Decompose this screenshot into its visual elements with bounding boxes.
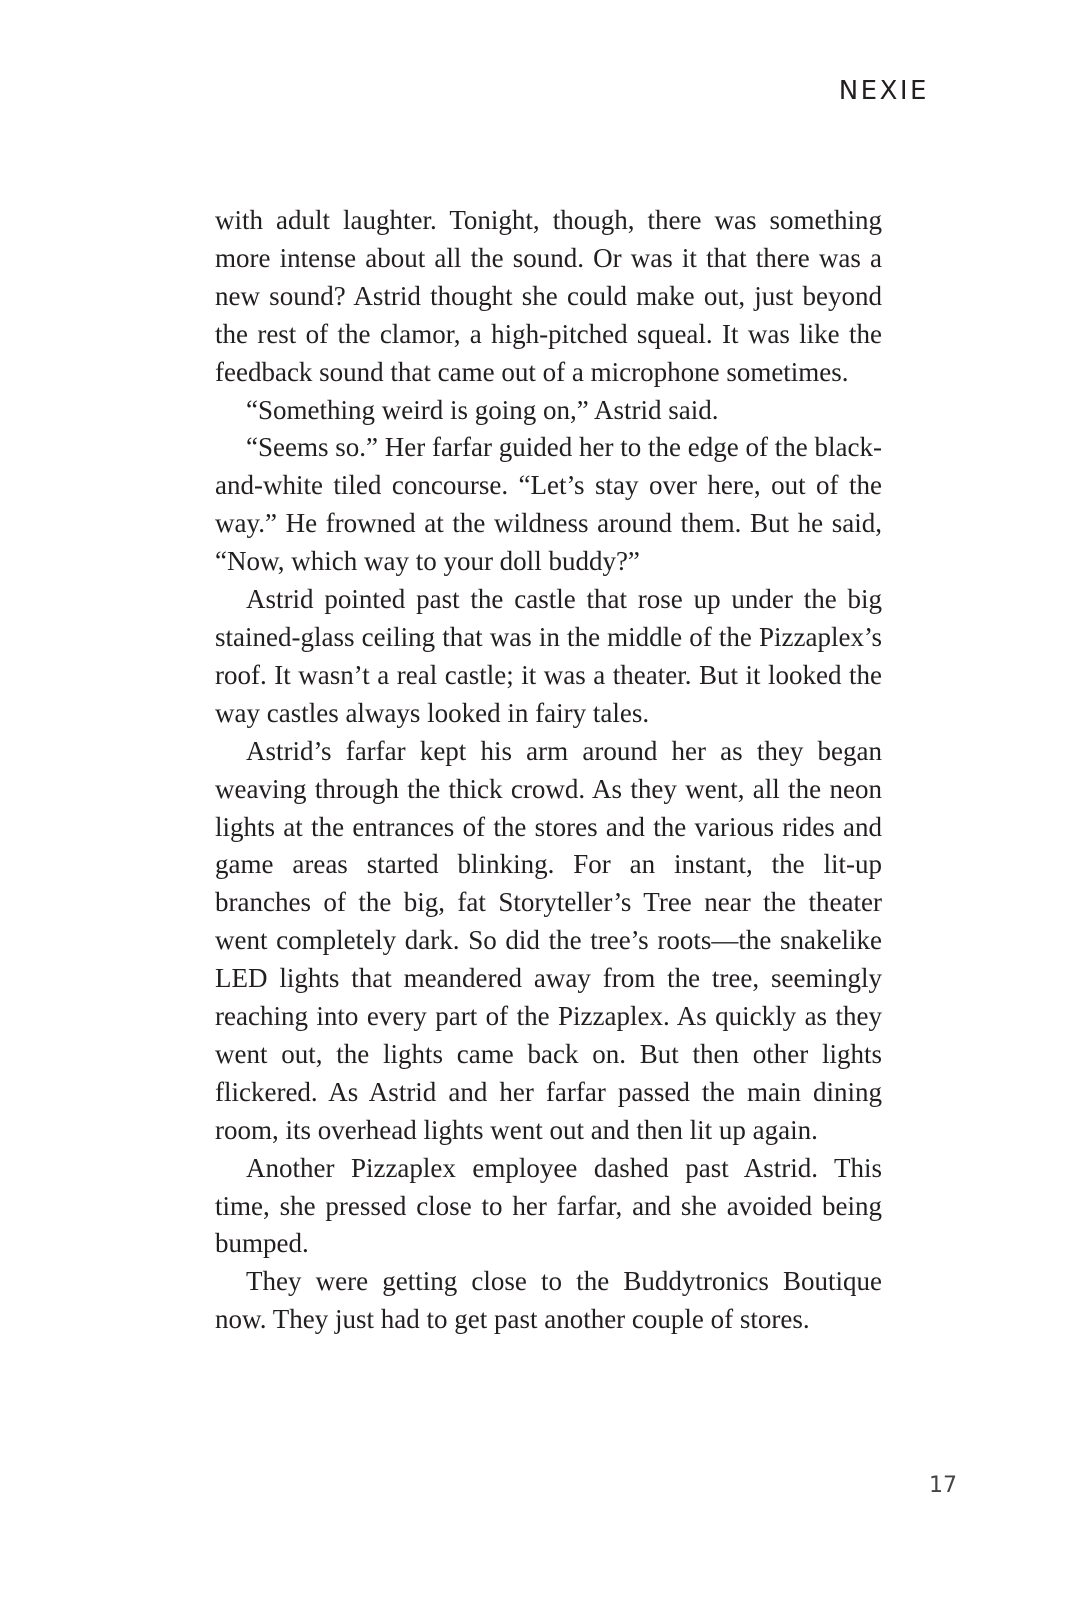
paragraph: Astrid’s farfar kept his arm around her as they began weaving through the thick crowd. As they went, all the neon lights at the entrances of the stores and the various rides and game areas started blinking. For an instant, the lit-up branches of the big, fat Storyteller’s Tree near the theater went completely dark. So did the tree’s roots—the snakelike LED lights that meandered away from the tree, seemingly reaching into every part of the Pizzaplex. As quickly as they went out, the lights came back on. But then other lights flickered. As Astrid and her farfar passed the main dining room, its overhead lights went out and then lit up again. (215, 735, 882, 1145)
paragraph: Another Pizzaplex employee dashed past Astrid. This time, she pressed close to her farfar, and she avoided being bumped. (215, 1152, 882, 1259)
running-head: NEXIE (838, 76, 929, 106)
page-number: 17 (929, 1473, 957, 1498)
paragraph: “Seems so.” Her farfar guided her to the edge of the black-and-white tiled concourse. “Let’s stay over here, out of the way.” He frowned at the wildness around them. But he said, “Now, which way to your doll buddy?” (215, 432, 882, 577)
paragraph: with adult laughter. Tonight, though, there was something more intense about all the sound. Or was it that there was a new sound? Astrid thought she could make out, just beyond the rest of the clamor, a high-pitched squeal. It was like the feedback sound that came out of a microphone sometimes. (215, 205, 882, 387)
paragraph: Astrid pointed past the castle that rose up under the big stained-glass ceiling that was in the middle of the Pizzaplex’s roof. It wasn’t a real castle; it was a theater. But it looked the way castles always looked in fairy tales. (215, 584, 882, 728)
paragraph: They were getting close to the Buddytronics Boutique now. They just had to get past another couple of stores. (215, 1266, 882, 1335)
paragraph: “Something weird is going on,” Astrid said. (246, 394, 719, 425)
body-text (215, 202, 882, 1339)
